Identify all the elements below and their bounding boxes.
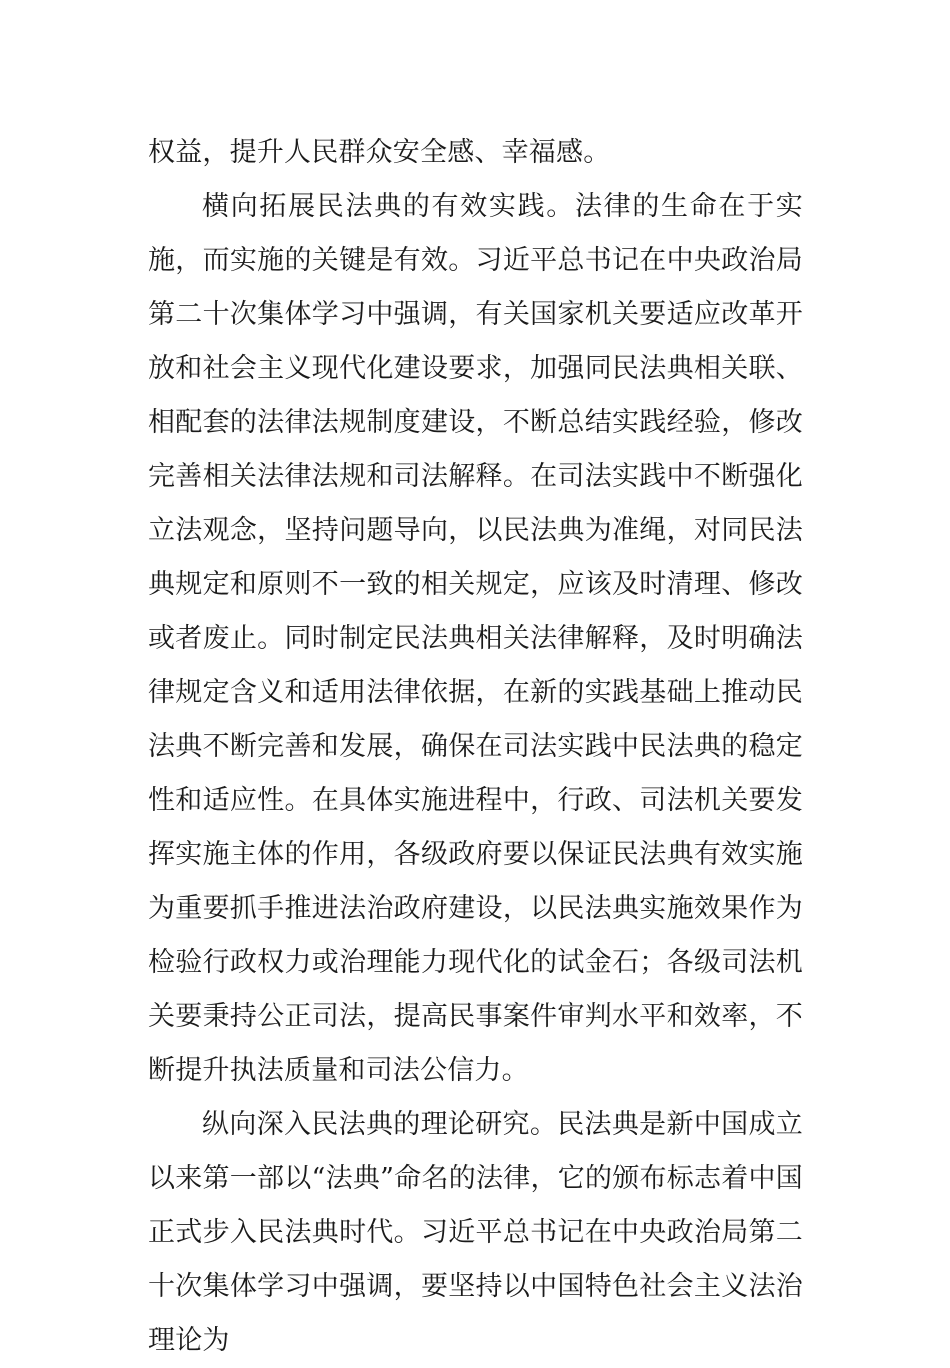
paragraph-theory: 纵向深入民法典的理论研究。民法典是新中国成立以来第一部以“法典”命名的法律，它的颁布标志着中国正式步入民法典时代。习近平总书记在中央政治局第二十次集体学习中强调，要坚持以中国特色社会主义法治理论为 [148, 1109, 803, 1356]
paragraph-continuation: 权益，提升人民群众安全感、幸福感。 [148, 137, 611, 168]
paragraph-practice: 横向拓展民法典的有效实践。法律的生命在于实施，而实施的关键是有效。习近平总书记在中央政治局第二十次集体学习中强调，有关国家机关要适应改革开放和社会主义现代化建设要求，加强同民法典相关联、相配套的法律法规制度建设，不断总结实践经验，修改完善相关法律法规和司法解释。在司法实践中不断强化立法观念，坚持问题导向，以民法典为准绳，对同民法典规定和原则不一致的相关规定，应该及时清理、修改或者废止。同时制定民法典相关法律解释，及时明确法律规定含义和适用法律依据，在新的实践基础上推动民法典不断完善和发展，确保在司法实践中民法典的稳定性和适应性。在具体实施进程中，行政、司法机关要发挥实施主体的作用，各级政府要以保证民法典有效实施为重要抓手推进法治政府建设，以民法典实施效果作为检验行政权力或治理能力现代化的试金石；各级司法机关要秉持公正司法，提高民事案件审判水平和效率，不断提升执法质量和司法公信力。 [148, 191, 803, 1086]
document-body [148, 126, 803, 1368]
